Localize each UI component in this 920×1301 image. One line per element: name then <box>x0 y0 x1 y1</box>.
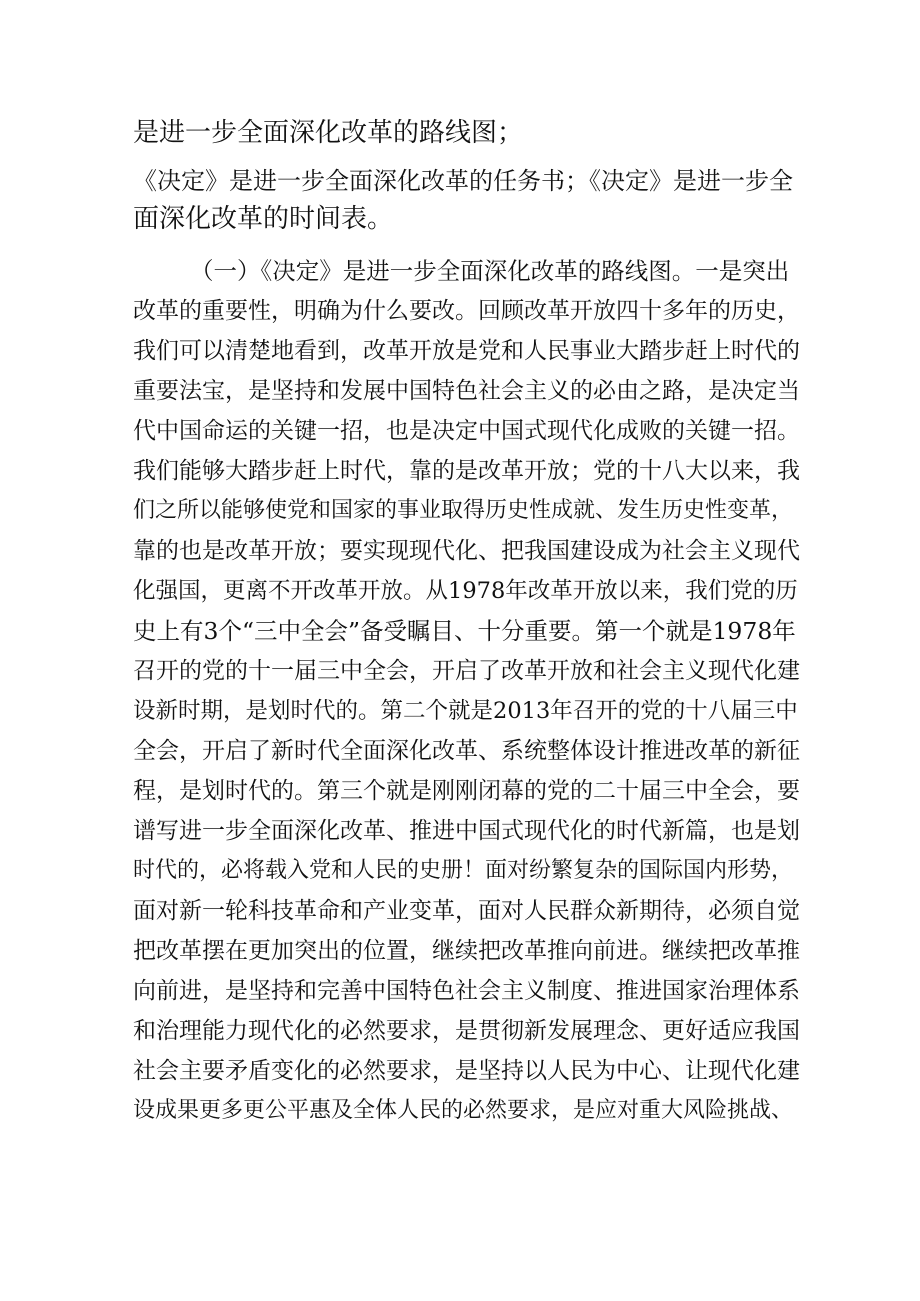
text-line: 面深化改革的时间表。 <box>133 204 394 234</box>
text-line: 代中国命运的关键一招，也是决定中国式现代化成败的关键一招。 <box>133 418 800 444</box>
text-line: 时代的，必将载入党和人民的史册！面对纷繁复杂的国际国内形势， <box>133 858 794 883</box>
text-line: 重要法宝，是坚持和发展中国特色社会主义的必由之路，是决定当 <box>133 378 800 404</box>
text-line: 面对新一轮科技革命和产业变革，面对人民群众新期待，必须自觉 <box>133 898 800 924</box>
text-line: 是进一步全面深化改革的路线图； <box>133 118 524 148</box>
text-line: 改革的重要性，明确为什么要改。回顾改革开放四十多年的历史， <box>133 298 800 324</box>
text-line: 们之所以能够使党和国家的事业取得历史性成就、发生历史性变革， <box>133 498 794 523</box>
text-line: 靠的也是改革开放；要实现现代化、把我国建设成为社会主义现代 <box>133 538 800 564</box>
text-line: 程，是划时代的。第三个就是刚刚闭幕的党的二十届三中全会，要 <box>133 778 800 804</box>
text-line: 召开的党的十一届三中全会，开启了改革开放和社会主义现代化建 <box>133 658 800 684</box>
text-line: 我们能够大踏步赶上时代，靠的是改革开放；党的十八大以来，我 <box>133 458 800 484</box>
text-line: 我们可以清楚地看到，改革开放是党和人民事业大踏步赶上时代的 <box>133 338 800 364</box>
text-line: 全会，开启了新时代全面深化改革、系统整体设计推进改革的新征 <box>133 738 800 764</box>
text-line: （一）《决定》是进一步全面深化改革的路线图。一是突出 <box>190 257 790 285</box>
text-line: 社会主要矛盾变化的必然要求，是坚持以人民为中心、让现代化建 <box>133 1058 800 1084</box>
text-line: 设成果更多更公平惠及全体人民的必然要求，是应对重大风险挑战、 <box>133 1098 794 1123</box>
text-line: 化强国，更离不开改革开放。从1978年改革开放以来，我们党的历 <box>133 578 798 604</box>
text-line: 史上有3个“三中全会”备受瞩目、十分重要。第一个就是1978年 <box>133 617 796 645</box>
text-line: 向前进，是坚持和完善中国特色社会主义制度、推进国家治理体系 <box>133 978 800 1004</box>
text-line: 《决定》是进一步全面深化改革的任务书；《决定》是进一步全 <box>133 167 793 195</box>
text-line: 把改革摆在更加突出的位置，继续把改革推向前进。继续把改革推 <box>133 938 800 964</box>
text-line: 设新时期，是划时代的。第二个就是2013年召开的党的十八届三中 <box>133 698 798 724</box>
text-line: 和治理能力现代化的必然要求，是贯彻新发展理念、更好适应我国 <box>133 1018 800 1044</box>
text-line: 谱写进一步全面深化改革、推进中国式现代化的时代新篇，也是划 <box>133 818 800 844</box>
